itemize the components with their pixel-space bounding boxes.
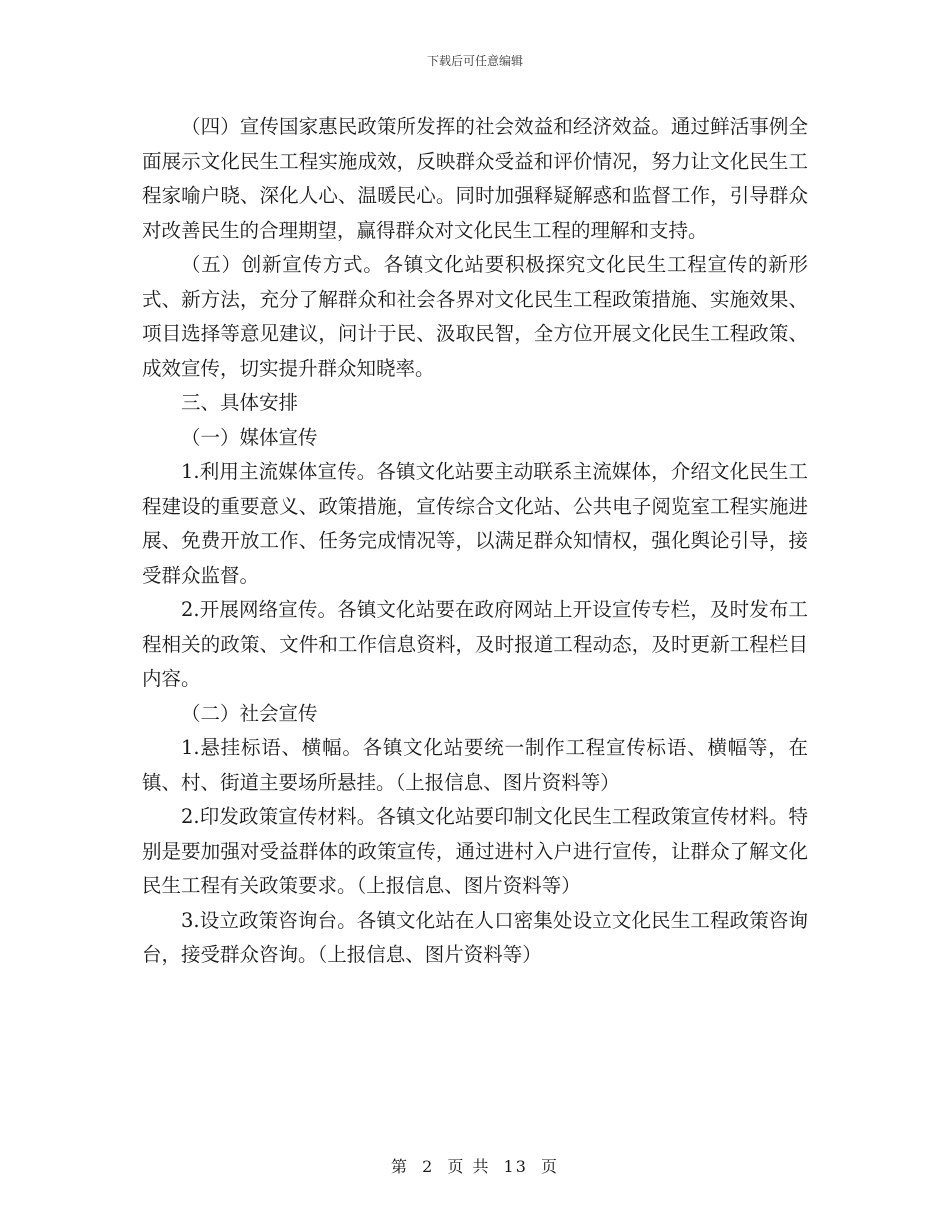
paragraph-consultation-desk: 3.设立政策咨询台。各镇文化站在人口密集处设立文化民生工程政策咨询台，接受群众咨询。（上报信息、图片资料等） [142,908,808,966]
document-body [142,110,808,973]
paragraph-4-benefits: （四）宣传国家惠民政策所发挥的社会效益和经济效益。通过鲜活事例全面展示文化民生工程实施成效，反映群众受益和评价情况，努力让文化民生工程家喻户晓、深化人心、温暖民心。同时加强释疑解惑和监督工作，引导群众对改善民生的合理期望，赢得群众对文化民生工程的理解和支持。 [142,115,808,242]
page-footer [0,1154,950,1177]
subheading-media-publicity: （一）媒体宣传 [181,425,318,449]
section-heading-arrangements: 三、具体安排 [181,391,299,414]
footer-prefix: 第 [390,1157,409,1176]
paragraph-online-publicity: 2.开展网络宣传。各镇文化站要在政府网站上开设宣传专栏，及时发布工程相关的政策、文件和工作信息资料，及时报道工程动态，及时更新工程栏目内容。 [142,598,808,690]
footer-page-number: 2 [422,1157,435,1176]
footer-suffix: 页 [541,1157,560,1176]
header-note: 下载后可任意编辑 [426,54,523,68]
paragraph-printed-materials: 2.印发政策宣传材料。各镇文化站要印制文化民生工程政策宣传材料。特别是要加强对受益群体的政策宣传，通过进村入户进行宣传，让群众了解文化民生工程有关政策要求。（上报信息、图片资料等） [142,805,808,897]
paragraph-mainstream-media: 1.利用主流媒体宣传。各镇文化站要主动联系主流媒体，介绍文化民生工程建设的重要意义、政策措施，宣传综合文化站、公共电子阅览室工程实施进展、免费开放工作、任务完成情况等，以满足群众知情权，强化舆论引导，接受群众监督。 [142,460,808,587]
subheading-social-publicity: （二）社会宣传 [181,701,318,725]
paragraph-banners: 1.悬挂标语、横幅。各镇文化站要统一制作工程宣传标语、横幅等，在镇、村、街道主要场所悬挂。（上报信息、图片资料等） [142,736,808,794]
footer-middle: 页 共 [447,1157,491,1176]
paragraph-5-innovation: （五）创新宣传方式。各镇文化站要积极探究文化民生工程宣传的新形式、新方法，充分了解群众和社会各界对文化民生工程政策措施、实施效果、项目选择等意见建议，问计于民、汲取民智，全方位开展文化民生工程政策、成效宣传，切实提升群众知晓率。 [142,253,808,380]
footer-total-pages: 13 [503,1157,528,1176]
